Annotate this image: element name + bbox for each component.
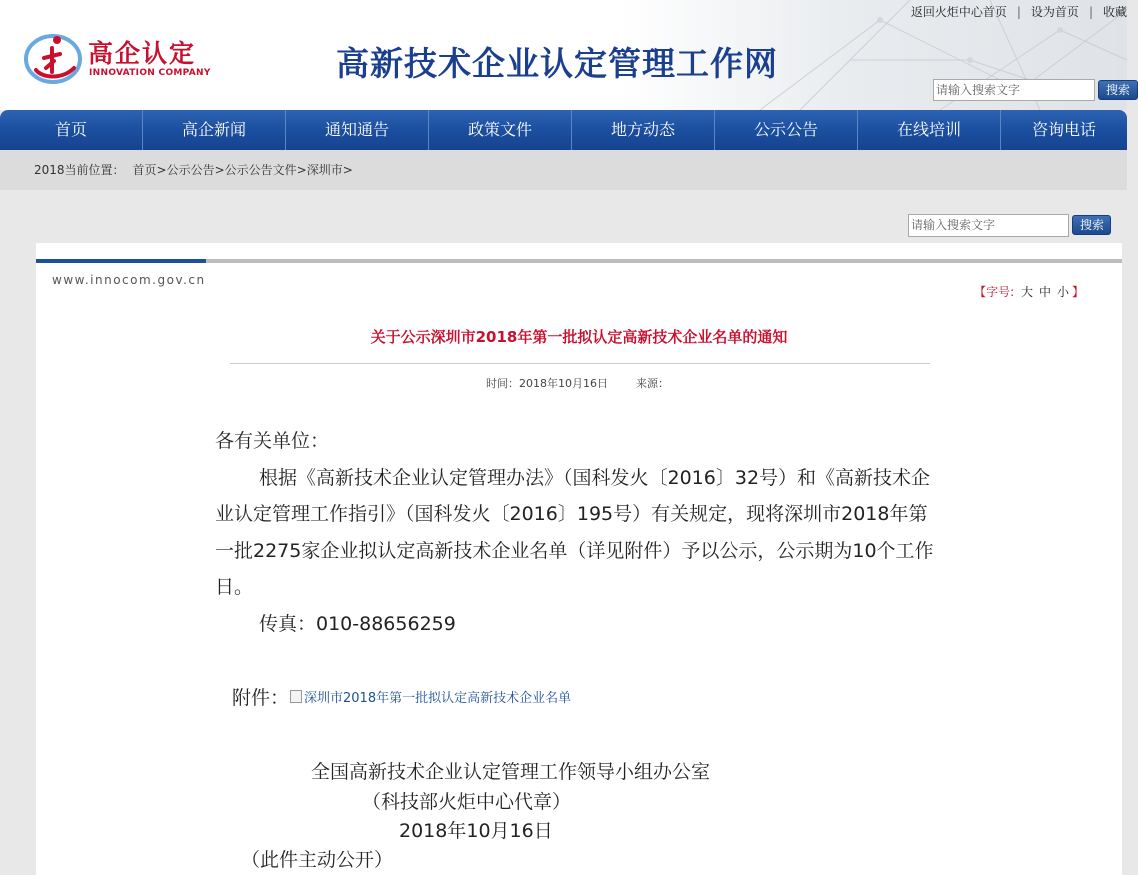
signature-org: 全国高新技术企业认定管理工作领导小组办公室 (311, 761, 711, 783)
site-logo[interactable] (22, 28, 222, 88)
breadcrumb-label: 2018当前位置： (34, 163, 125, 177)
signature-date: 2018年10月16日 (399, 820, 553, 842)
body-paragraph: 根据《高新技术企业认定管理办法》（国科发火〔2016〕32号）和《高新技术企业认定管理工作指引》（国科发火〔2016〕195号）有关规定，现将深圳市2018年第一批2275家企业拟认定高新技术企业名单（详见附件）予以公示，公示期为10个工作日。 (215, 466, 934, 598)
bracket-open: 【 (974, 285, 987, 299)
content-search (908, 214, 1108, 237)
set-homepage-link[interactable]: 设为首页 (1030, 5, 1079, 19)
font-size-large[interactable]: 大 (1020, 285, 1033, 299)
logo-mark-icon (22, 28, 84, 88)
attachment (232, 683, 571, 710)
article-title: 关于公示深圳市2018年第一批拟认定高新技术企业名单的通知 (370, 328, 788, 346)
home-return-link[interactable]: 返回火炬中心首页 (910, 5, 1007, 19)
public-disclosure-note: （此件主动公开） (241, 849, 394, 871)
site-title: 高新技术企业认定管理工作网 (336, 44, 778, 83)
link-separator: | (1088, 5, 1093, 19)
fax-line: 传真：010-88656259 (259, 612, 456, 635)
nav-item-contact[interactable]: 咨询电话 (1031, 120, 1096, 139)
font-size-label: 字号: (986, 285, 1015, 299)
article-time: 时间：2018年10月16日 (486, 377, 608, 390)
nav-item-training[interactable]: 在线培训 (858, 110, 1001, 150)
attachment-label: 附件： (232, 687, 290, 709)
nav-item-policy[interactable]: 政策文件 (429, 110, 572, 150)
article-meta (486, 375, 669, 391)
nav-item-home[interactable]: 首页 (0, 110, 143, 150)
logo-text-en: INNOVATION COMPANY (89, 68, 211, 78)
broken-image-icon (290, 690, 302, 703)
main-nav (0, 110, 1127, 150)
title-divider (230, 363, 930, 364)
header-search-input[interactable]: 请输入搜索文字 (933, 79, 1095, 101)
article-panel (36, 243, 1122, 875)
content-search-input[interactable]: 请输入搜索文字 (908, 214, 1069, 237)
panel-divider-accent (36, 259, 206, 263)
font-size-switcher (974, 283, 1084, 300)
attachment-link-text: 深圳市2018年第一批拟认定高新技术企业名单 (304, 691, 572, 706)
bookmark-link[interactable]: 收藏 (1102, 5, 1127, 19)
nav-item-news[interactable]: 高企新闻 (143, 110, 286, 150)
signature-seal-note: （科技部火炬中心代章） (362, 791, 572, 813)
article-source: 来源： (636, 377, 669, 390)
nav-item-local[interactable]: 地方动态 (572, 110, 715, 150)
attachment-link[interactable] (290, 691, 571, 706)
site-url: www.innocom.gov.cn (52, 273, 206, 287)
article-body (215, 423, 945, 642)
logo-text-cn: 高企认定 (88, 39, 197, 68)
breadcrumb (0, 150, 1127, 190)
bracket-close: 】 (1071, 285, 1084, 299)
font-size-small[interactable]: 小 (1056, 285, 1069, 299)
content-search-button[interactable]: 搜索 (1072, 215, 1111, 235)
header-search (933, 79, 1131, 101)
font-size-medium[interactable]: 中 (1038, 285, 1051, 299)
breadcrumb-trail[interactable]: 首页>公示公告>公示公告文件>深圳市> (132, 163, 353, 177)
nav-item-notices[interactable]: 通知通告 (286, 110, 429, 150)
salutation: 各有关单位： (215, 430, 330, 452)
top-links (911, 3, 1127, 20)
site-header (0, 0, 1131, 110)
nav-item-announcements[interactable]: 公示公告 (715, 110, 858, 150)
link-separator: | (1016, 5, 1021, 19)
header-search-button[interactable]: 搜索 (1098, 80, 1138, 100)
